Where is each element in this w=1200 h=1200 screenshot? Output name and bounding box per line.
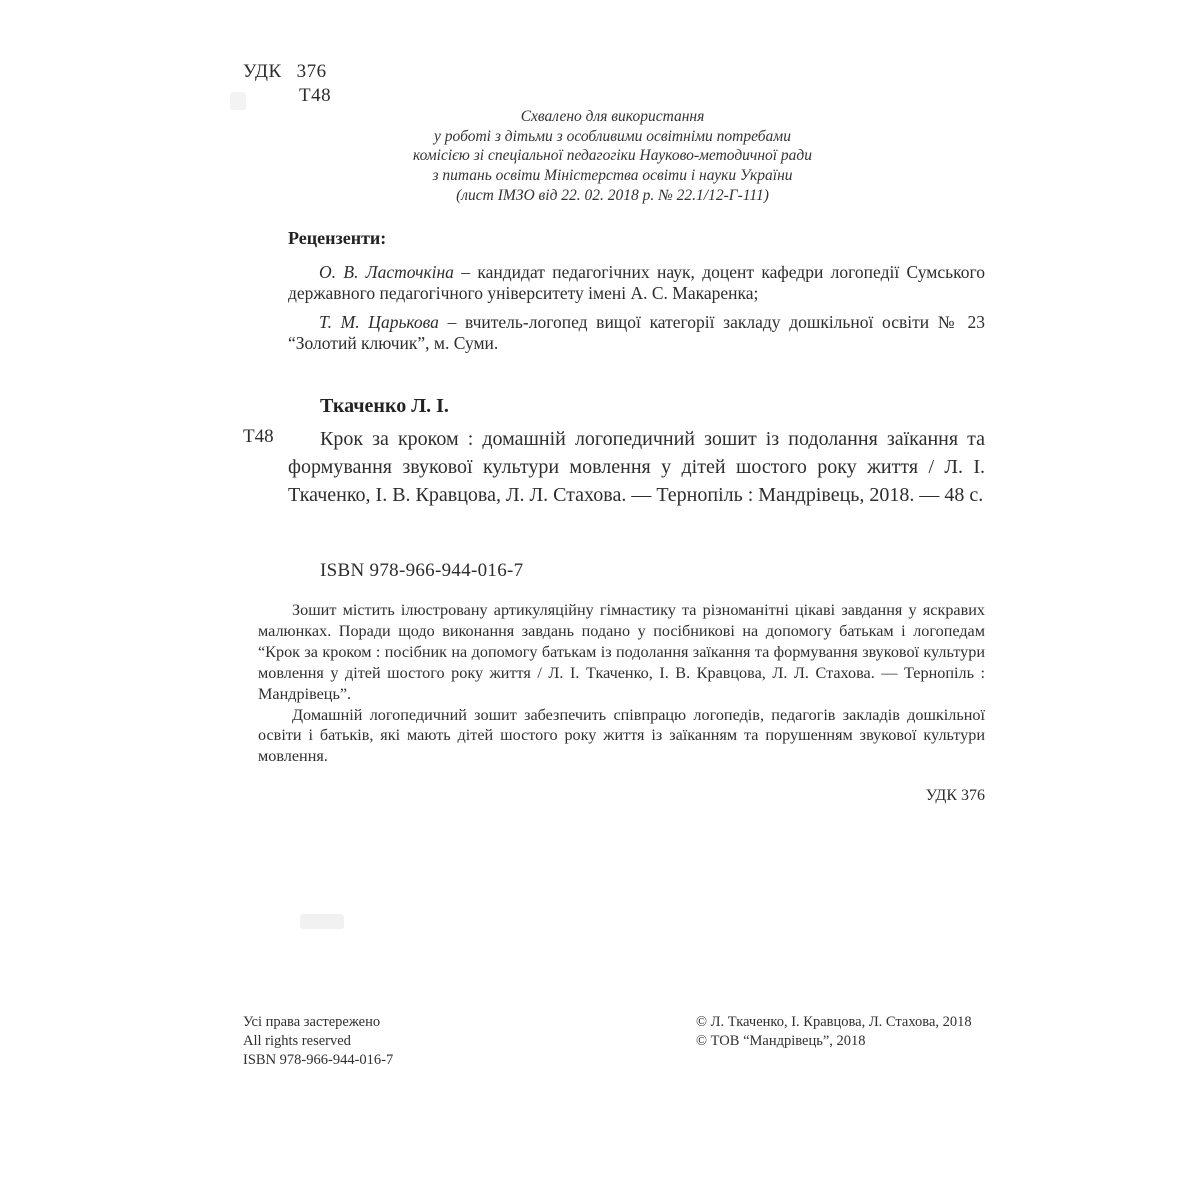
approval-note (245, 107, 980, 206)
annotation-paragraph: Домашній логопедичний зошит забезпечить співпрацю логопедів, педагогів закладів дошкільної освіти і батьків, які мають дітей шостого року життя із заїканням та порушенням звукової культури мовлення. (258, 705, 985, 766)
reviewer-name: Т. М. Царькова (319, 312, 439, 332)
approval-line: у роботі з дітьми з особливими освітніми потребами (434, 127, 791, 145)
reviewers-section (288, 228, 985, 362)
rights-line-ukrainian: Усі права застережено (243, 1014, 381, 1030)
catalog-description: Крок за кроком : домашній логопедичний зошит із подолання заїкання та формування звукової культури мовлення у дітей шостого року життя / Л. І. Ткаченко, І. В. Кравцова, Л. Л. Стахова. — Тернопіль : Мандрівець, 2018. — 48 с. (288, 428, 985, 506)
approval-line: Схвалено для використання (520, 108, 705, 125)
reviewer-item (288, 262, 985, 303)
footer-isbn: ISBN 978-966-944-016-7 (243, 1052, 394, 1068)
copyright-authors: © Л. Ткаченко, І. Кравцова, Л. Стахова, 2018 (696, 1014, 972, 1030)
catalog-entry (243, 395, 985, 509)
copyright-publisher: © ТОВ “Мандрівець”, 2018 (696, 1033, 866, 1049)
annotation-section (258, 600, 985, 767)
catalog-author: Ткаченко Л. І. (320, 395, 449, 417)
catalog-index-code: Т48 (243, 426, 274, 447)
reviewer-credentials: – вчитель-логопед вищої категорії закладу дошкільної освіти № 23 “Золотий ключик”, м. Суми. (288, 312, 985, 353)
approval-line: з питань освіти Міністерства освіти і науки України (432, 167, 793, 185)
catalog-row (243, 425, 985, 509)
approval-line: (лист ІМЗО від 22. 02. 2018 р. № 22.1/12-Г-111) (456, 186, 769, 204)
author-sign-code: Т48 (299, 85, 332, 106)
reviewer-item (288, 312, 985, 353)
reviewer-name: О. В. Ласточкіна (319, 262, 454, 282)
isbn-number: ISBN 978-966-944-016-7 (320, 560, 524, 581)
udk-value: 376 (296, 61, 327, 82)
udk-label: УДК (243, 61, 282, 82)
approval-line: комісією зі спеціальної педагогіки Науково-методичної ради (412, 147, 813, 165)
copyright-block (696, 1013, 972, 1051)
reviewers-heading: Рецензенти: (288, 228, 387, 248)
rights-reserved-block (243, 1013, 393, 1070)
udk-classification-block (243, 60, 331, 108)
reviewer-credentials: – кандидат педагогічних наук, доцент кафедри логопедії Сумського державного педагогічного університету імені А. С. Макаренка; (288, 262, 985, 303)
rights-line-english: All rights reserved (243, 1033, 351, 1049)
scan-artifact (300, 914, 344, 929)
udk-code-line (243, 60, 331, 84)
scan-artifact (230, 92, 246, 110)
annotation-paragraph: Зошит містить ілюстровану артикуляційну гімнастику та різноманітні цікаві завдання у яскравих малюнках. Поради щодо виконання завдань подано у посібникові на допомогу батькам і логопедам “Крок за кроком : посібник на допомогу батькам із подолання заїкання та формування звукової культури мовлення у дітей шостого року життя / Л. І. Ткаченко, І. В. Кравцова, Л. Л. Стахова. — Тернопіль : Мандрівець”. (258, 601, 985, 703)
udk-bottom-code: УДК 376 (925, 787, 985, 804)
